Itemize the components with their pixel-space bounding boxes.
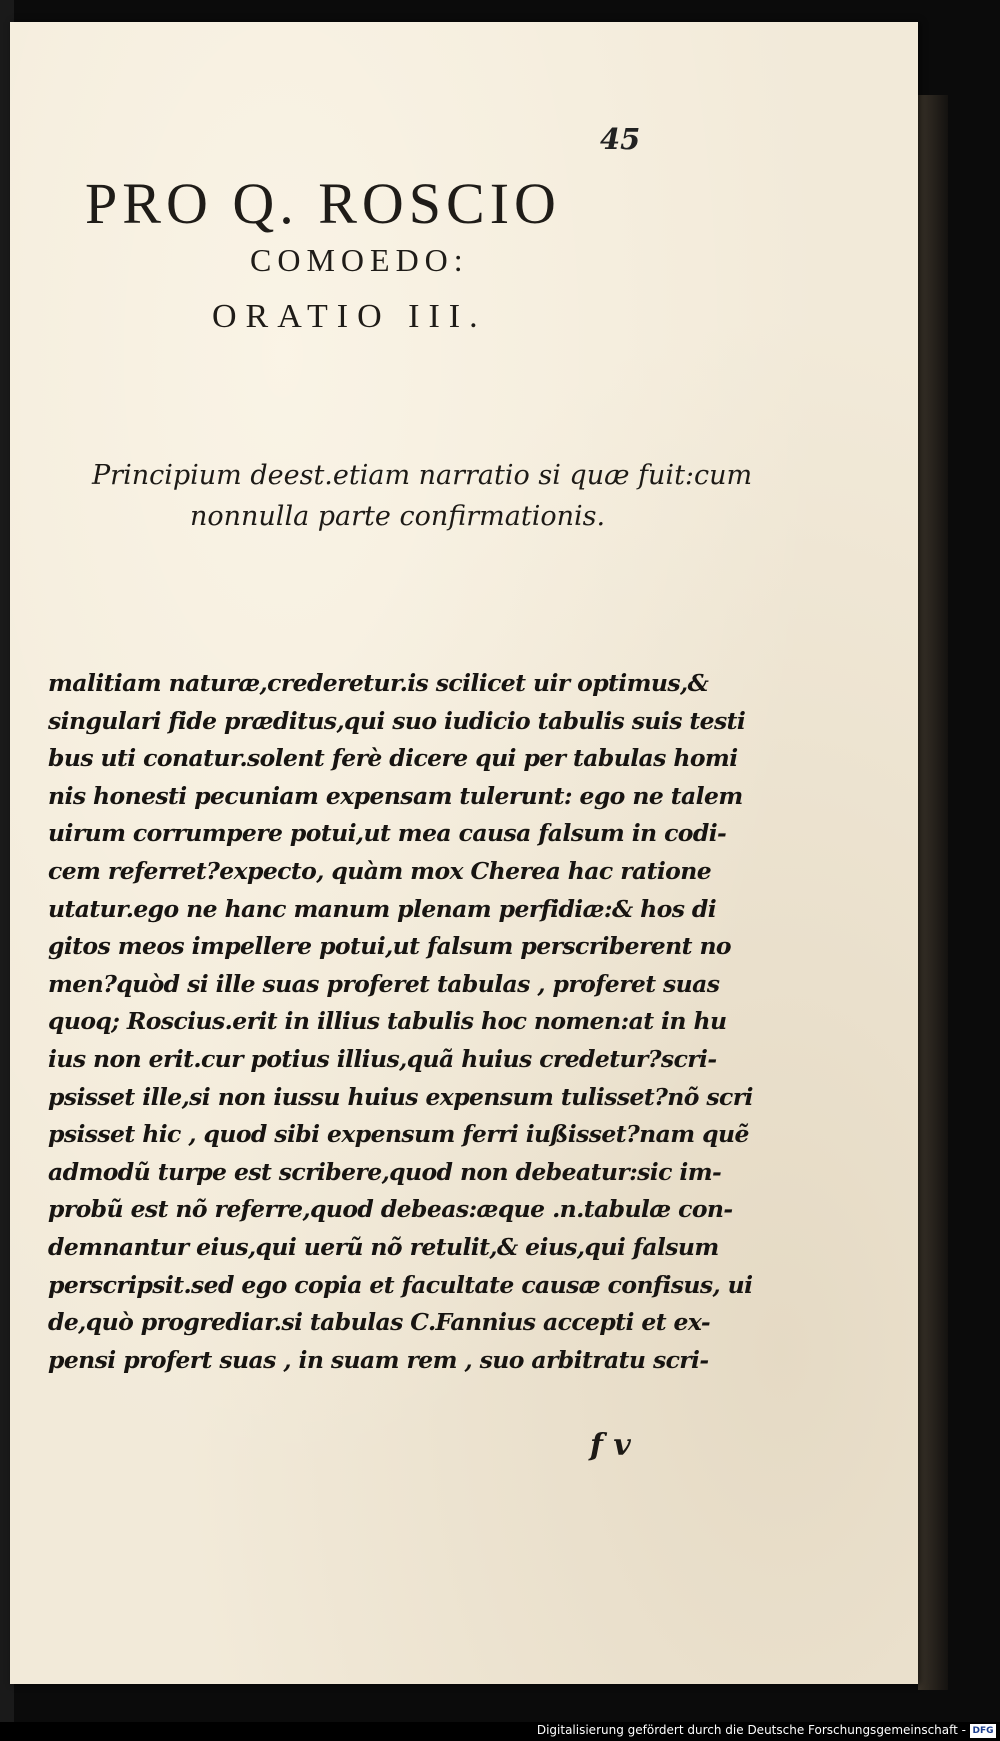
text-line: bus uti conatur.solent ferè dicere qui per tabulas homi — [48, 744, 738, 773]
text-line: singulari fide præditus,qui suo iudicio tabulis suis testi — [48, 706, 746, 735]
text-line: psisset hic , quod sibi expensum ferri iußisset?nam quẽ — [48, 1120, 749, 1149]
oration-subtitle: COMOEDO: — [250, 242, 469, 278]
text-line: pensi profert suas , in suam rem , suo arbitratu scri- — [48, 1345, 709, 1374]
text-line: cem referret?expecto, quàm mox Cherea hac ratione — [48, 856, 712, 885]
digitization-credit: Digitalisierung gefördert durch die Deutsche Forschungsgemeinschaft - — [536, 1723, 966, 1737]
page-stack-shadow — [918, 95, 948, 1690]
oration-number: ORATIO III. — [212, 298, 487, 335]
argument-line: nonnulla parte confirmationis. — [190, 501, 606, 532]
catchword: f v — [590, 1428, 631, 1463]
argument-line: Principium deest.etiam narratio si quæ fuit:cum — [92, 460, 753, 491]
text-line: malitiam naturæ,crederetur.is scilicet uir optimus,& — [48, 669, 709, 697]
dfg-logo-icon: DFG — [970, 1724, 996, 1738]
body-text — [48, 665, 753, 1379]
oration-title: PRO Q. ROSCIO — [85, 171, 561, 236]
text-line: nis honesti pecuniam expensam tulerunt: ego ne talem — [48, 781, 743, 810]
text-line: uirum corrumpere potui,ut mea causa falsum in codi- — [48, 819, 727, 848]
page-number: 45 — [600, 122, 641, 156]
text-line: gitos meos impellere potui,ut falsum perscriberent no — [48, 932, 732, 961]
text-line: quoq; Roscius.erit in illius tabulis hoc nomen:at in hu — [48, 1007, 727, 1036]
text-line: utatur.ego ne hanc manum plenam perfidiæ:& hos di — [48, 894, 717, 923]
text-line: men?quòd si ille suas proferet tabulas , proferet suas — [48, 969, 720, 998]
text-line: psisset ille,si non iussu huius expensum tulisset?nõ scri — [48, 1082, 753, 1111]
argument-note — [92, 455, 753, 537]
text-line: admodũ turpe est scribere,quod non debeatur:sic im- — [48, 1157, 722, 1186]
text-line: de,quò progrediar.si tabulas C.Fannius accepti et ex- — [48, 1308, 711, 1337]
text-line: demnantur eius,qui uerũ nõ retulit,& eius,qui falsum — [48, 1232, 719, 1261]
text-line: ius non erit.cur potius illius,quã huius credetur?scri- — [48, 1044, 717, 1073]
text-line: perscripsit.sed ego copia et facultate causæ confisus, ui — [48, 1270, 753, 1299]
text-line: probũ est nõ referre,quod debeas:æque .n.tabulæ con- — [48, 1195, 733, 1224]
